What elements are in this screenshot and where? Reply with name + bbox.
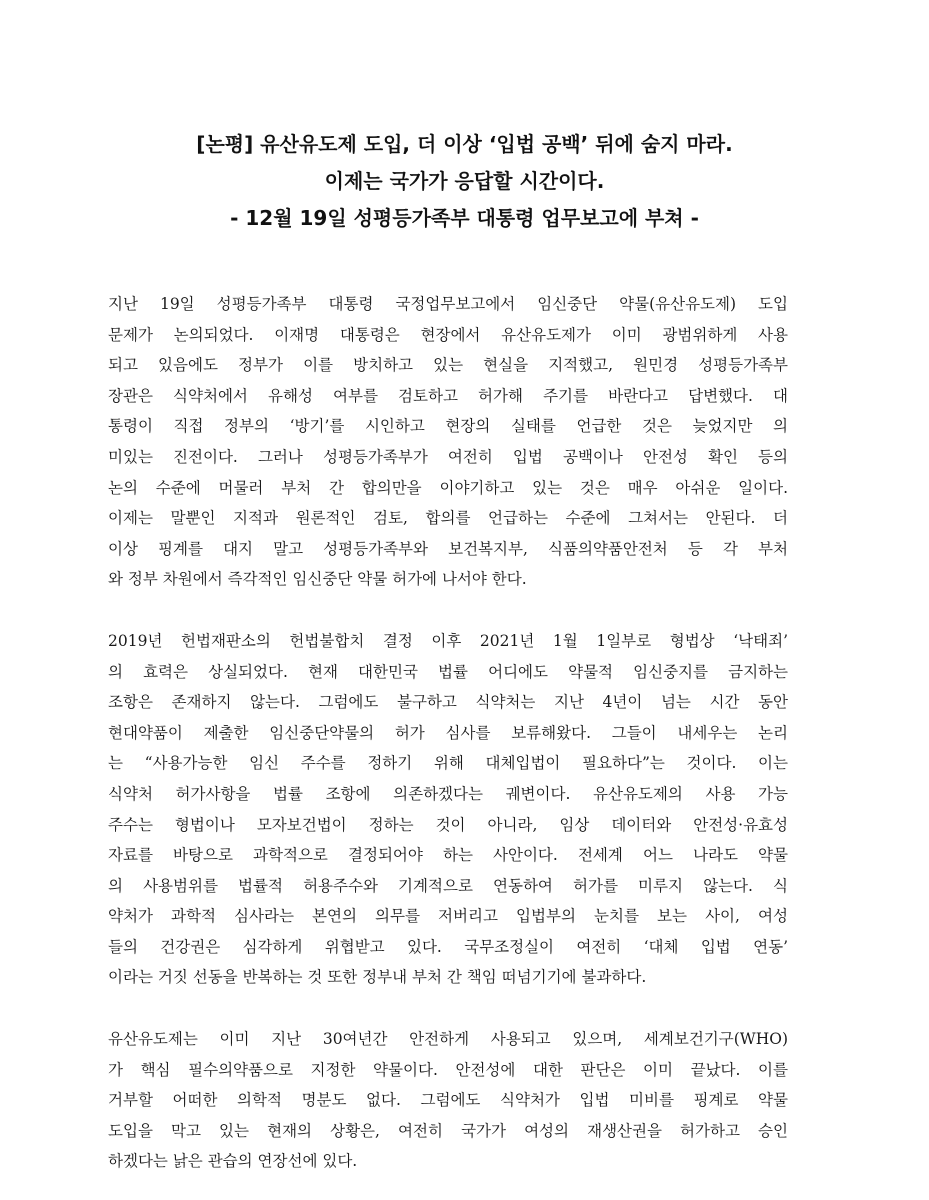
text-line: 되고 있음에도 정부가 이를 방치하고 있는 현실을 지적했고, 원민경 성평등가족부 [108,356,788,375]
document-body [108,289,788,1177]
paragraph-3 [108,1024,788,1177]
text-line: 2019년 헌법재판소의 헌법불합치 결정 이후 2021년 1월 1일부로 형법상 ‘낙태죄’ [108,631,788,650]
text-line: 의 사용범위를 법률적 허용주수와 기계적으로 연동하여 허가를 미루지 않는다. 식 [108,876,788,895]
text-line: 장관은 식약처에서 유해성 여부를 검토하고 허가해 주기를 바란다고 답변했다. 대 [108,386,788,405]
title-line-occasion: - 12월 19일 성평등가족부 대통령 업무보고에 부쳐 - [230,206,699,230]
paragraph-2 [108,626,788,993]
text-line: 는 “사용가능한 임신 주수를 정하기 위해 대체입법이 필요하다”는 것이다. 이는 [108,754,788,773]
text-line: 미있는 진전이다. 그러나 성평등가족부가 여전히 입법 공백이나 안전성 확인 등의 [108,447,788,466]
text-line: 들의 건강권은 심각하게 위협받고 있다. 국무조정실이 여전히 ‘대체 입법 연동’ [108,937,788,956]
document-title [60,126,869,237]
text-line: 의 효력은 상실되었다. 현재 대한민국 법률 어디에도 약물적 임신중지를 금지하는 [108,662,788,681]
text-line: 자료를 바탕으로 과학적으로 결정되어야 하는 사안이다. 전세계 어느 나라도 약물 [108,846,788,865]
text-line: 유산유도제는 이미 지난 30여년간 안전하게 사용되고 있으며, 세계보건기구(WHO) [108,1030,788,1049]
text-line: 와 정부 차원에서 즉각적인 임신중단 약물 허가에 나서야 한다. [108,570,527,589]
text-line: 지난 19일 성평등가족부 대통령 국정업무보고에서 임신중단 약물(유산유도제) 도입 [108,295,788,313]
text-line: 조항은 존재하지 않는다. 그럼에도 불구하고 식약처는 지난 4년이 넘는 시간 동안 [108,693,788,712]
text-line: 가 핵심 필수의약품으로 지정한 약물이다. 안전성에 대한 판단은 이미 끝났다. 이를 [108,1060,788,1079]
text-line: 이라는 거짓 선동을 반복하는 것 또한 정부내 부처 간 책임 떠넘기기에 불과하다. [108,968,647,987]
title-line-sub: 이제는 국가가 응답할 시간이다. [324,169,605,193]
text-line: 이제는 말뿐인 지적과 원론적인 검토, 합의를 언급하는 수준에 그쳐서는 안된다. 더 [108,509,788,528]
text-line: 논의 수준에 머물러 부처 간 합의만을 이야기하고 있는 것은 매우 아쉬운 일이다. [108,478,788,497]
text-line: 현대약품이 제출한 임신중단약물의 허가 심사를 보류해왔다. 그들이 내세우는 논리 [108,723,788,742]
paragraph-1 [108,289,788,595]
text-line: 식약처 허가사항을 법률 조항에 의존하겠다는 궤변이다. 유산유도제의 사용 가능 [108,784,788,803]
text-line: 거부할 어떠한 의학적 명분도 없다. 그럼에도 식약처가 입법 미비를 핑계로 약물 [108,1091,788,1110]
text-line: 도입을 막고 있는 현재의 상황은, 여전히 국가가 여성의 재생산권을 허가하고 승인 [108,1121,788,1140]
text-line: 문제가 논의되었다. 이재명 대통령은 현장에서 유산유도제가 이미 광범위하게 사용 [108,325,788,344]
text-line: 통령이 직접 정부의 ‘방기’를 시인하고 현장의 실태를 언급한 것은 늦었지만 의 [108,417,788,436]
title-line-main: [논평] 유산유도제 도입, 더 이상 ‘입법 공백’ 뒤에 숨지 마라. [196,132,733,156]
text-line: 이상 핑계를 대지 말고 성평등가족부와 보건복지부, 식품의약품안전처 등 각 부처 [108,539,788,558]
text-line: 약처가 과학적 심사라는 본연의 의무를 저버리고 입법부의 눈치를 보는 사이, 여성 [108,907,788,926]
text-line: 주수는 형법이나 모자보건법이 정하는 것이 아니라, 임상 데이터와 안전성·유효성 [108,815,788,834]
text-line: 하겠다는 낡은 관습의 연장선에 있다. [108,1152,358,1171]
